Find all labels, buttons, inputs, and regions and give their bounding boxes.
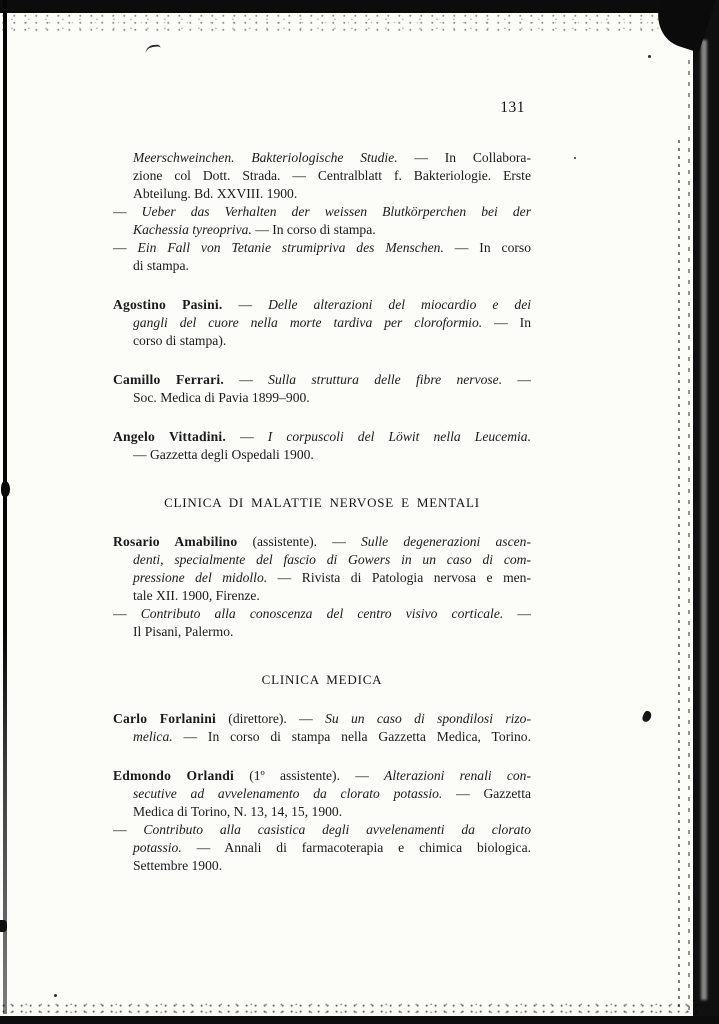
text-segment: (assistente). —	[237, 534, 361, 549]
text-segment: Sulla struttura delle fibre nervose.	[268, 372, 503, 387]
bibliography-entry	[113, 428, 531, 464]
text-segment: — Annali di farmacoterapia e chimica biologica.	[181, 840, 531, 855]
text-segment: corso di stampa).	[133, 333, 227, 348]
text-segment: — In Collabora-	[397, 150, 531, 165]
text-line	[113, 239, 531, 257]
text-segment: Medica di Torino, N. 13, 14, 15, 1900.	[133, 804, 343, 819]
text-line	[133, 728, 531, 746]
text-line	[113, 371, 531, 389]
text-segment: Meerschweinchen. Bakteriologische Studie.	[133, 150, 398, 165]
text-segment: —	[503, 606, 531, 621]
text-segment: — Gazzetta degli Ospedali 1900.	[133, 447, 314, 462]
text-line	[113, 821, 531, 839]
text-line	[133, 257, 531, 275]
text-line	[133, 839, 531, 857]
bibliography-entry	[113, 296, 531, 350]
text-segment: Contributo alla casistica degli avvelenamenti da clorato	[143, 822, 531, 837]
text-segment: melica.	[133, 729, 173, 744]
bibliography-entry	[113, 533, 531, 605]
text-line	[133, 446, 531, 464]
scan-stray-dot	[648, 55, 651, 58]
text-line	[133, 389, 531, 407]
text-line	[113, 203, 531, 221]
bibliography-entry	[113, 767, 531, 821]
scan-right-speckle-line-2	[688, 60, 690, 1010]
text-segment: gangli del cuore nella morte tardiva per cloroformio.	[133, 315, 483, 330]
text-line	[133, 149, 531, 167]
text-segment: Il Pisani, Palermo.	[133, 624, 234, 639]
text-segment: tale XII. 1900, Firenze.	[133, 588, 260, 603]
text-line	[133, 167, 531, 185]
text-line	[113, 710, 531, 728]
scan-ink-blot	[641, 710, 652, 723]
text-line	[133, 587, 531, 605]
text-line	[113, 428, 531, 446]
text-segment: — In	[482, 315, 531, 330]
text-segment: (direttore). —	[215, 711, 326, 726]
scan-left-edge-line	[3, 0, 7, 1014]
text-segment: Delle alterazioni del miocardio e dei	[268, 297, 532, 312]
text-segment: zione col Dott. Strada. — Centralblatt f. Bakteriologie. Erste	[133, 168, 531, 183]
text-line	[133, 569, 531, 587]
text-segment: — In corso di stampa.	[251, 222, 376, 237]
text-segment: Agostino Pasini.	[113, 297, 223, 312]
text-line	[133, 185, 531, 203]
text-column	[113, 0, 531, 875]
bibliography-entry	[113, 710, 531, 746]
scan-left-edge-blot	[1, 481, 10, 497]
text-segment: Carlo Forlanini	[113, 711, 216, 726]
scan-bottom-noise	[0, 1002, 700, 1017]
bibliography-dash-entry	[113, 605, 531, 641]
text-segment: di stampa.	[133, 258, 189, 273]
text-segment: (1º assistente). —	[233, 768, 385, 783]
scan-left-edge-mark	[0, 920, 7, 932]
section-heading: CLINICA DI MALATTIE NERVOSE E MENTALI	[164, 495, 480, 510]
text-segment: —	[226, 429, 268, 444]
text-segment: —	[223, 372, 269, 387]
text-line	[113, 605, 531, 623]
text-segment: Alterazioni renali con-	[384, 768, 531, 783]
text-segment: —	[502, 372, 532, 387]
bibliography-entry	[113, 371, 531, 407]
text-segment: — Gazzetta	[442, 786, 531, 801]
text-segment: — Rivista di Patologia nervosa e men-	[267, 570, 531, 585]
text-line	[133, 803, 531, 821]
bibliography-dash-entry	[113, 203, 531, 239]
section-heading: CLINICA MEDICA	[261, 672, 383, 687]
text-line	[113, 296, 531, 314]
text-segment: — In corso di stampa nella Gazzetta Medica, Torino.	[172, 729, 531, 744]
text-line	[133, 332, 531, 350]
text-segment: —	[113, 606, 141, 621]
text-segment: denti, specialmente del fascio di Gowers in un caso di com-	[133, 552, 531, 567]
text-segment: Rosario Amabilino	[113, 534, 238, 549]
text-segment: —	[222, 297, 269, 312]
text-segment: —	[113, 240, 138, 255]
text-segment: Kachessia tyreopriva.	[133, 222, 252, 237]
text-line	[133, 623, 531, 641]
text-segment: —	[113, 822, 144, 837]
page-number: 131	[500, 99, 525, 116]
bibliography-dash-entry	[113, 239, 531, 275]
scan-bottom-edge	[0, 1016, 719, 1024]
text-segment: Settembre 1900.	[133, 858, 223, 873]
text-segment: Angelo Vittadini.	[113, 429, 227, 444]
text-segment: Ein Fall von Tetanie strumipriva des Menschen.	[137, 240, 444, 255]
scan-stray-dot	[54, 994, 57, 997]
text-segment: Abteilung. Bd. XXVIII. 1900.	[133, 186, 298, 201]
text-line	[133, 857, 531, 875]
text-segment: secutive ad avvelenamento da clorato potassio.	[133, 786, 443, 801]
text-segment: Ueber das Verhalten der weissen Blutkörperchen bei der	[141, 204, 531, 219]
text-segment: Edmondo Orlandi	[113, 768, 234, 783]
text-segment: Camillo Ferrari.	[113, 372, 224, 387]
text-segment: Su un caso di spondilosi rizo-	[325, 711, 531, 726]
scan-right-edge-streak	[701, 40, 707, 1000]
text-segment: pressione del midollo.	[133, 570, 268, 585]
text-line	[113, 767, 531, 785]
text-line	[133, 314, 531, 332]
text-segment: — In corso	[443, 240, 531, 255]
text-segment: Sulle degenerazioni ascen-	[360, 534, 531, 549]
text-line	[133, 221, 531, 239]
bibliography-entry-continuation	[113, 149, 531, 203]
text-line	[113, 533, 531, 551]
text-segment: —	[113, 204, 142, 219]
bibliography-dash-entry	[113, 821, 531, 875]
text-segment: Soc. Medica di Pavia 1899–900.	[133, 390, 310, 405]
text-segment: potassio.	[133, 840, 182, 855]
text-line	[133, 785, 531, 803]
text-segment: Contributo alla conoscenza del centro visivo corticale.	[140, 606, 504, 621]
scan-right-speckle-line	[678, 140, 680, 1008]
text-segment: I corpuscoli del Löwit nella Leucemia.	[267, 429, 531, 444]
scan-stray-dot	[574, 157, 576, 159]
text-line	[133, 551, 531, 569]
